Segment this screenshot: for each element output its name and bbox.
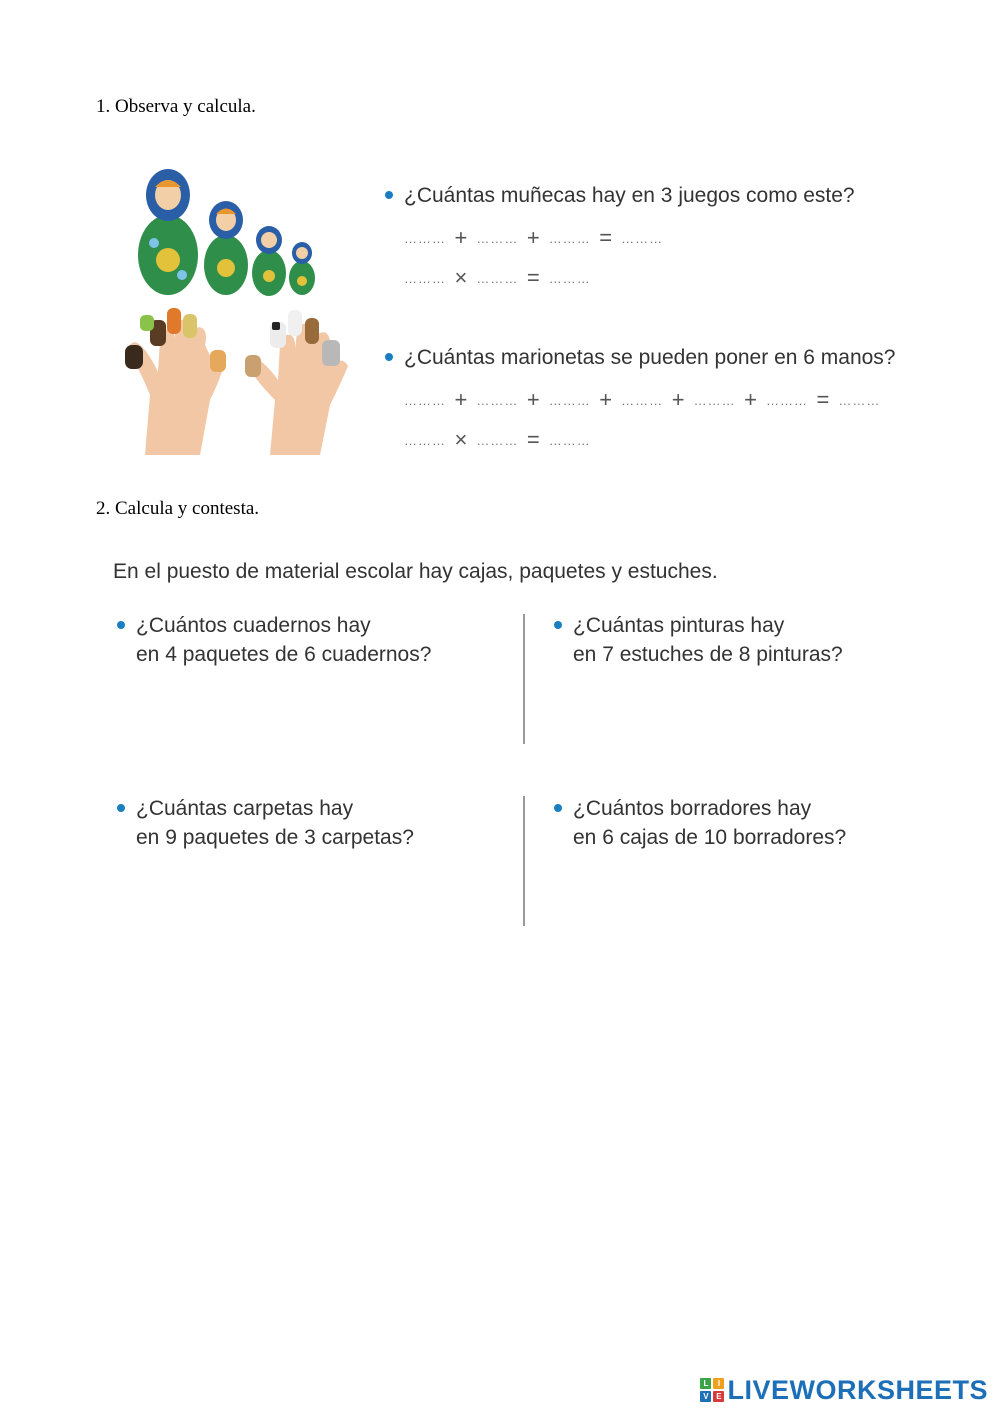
section-1-heading: 1. Observa y calcula. xyxy=(96,96,256,117)
answer-blank[interactable]: ……… xyxy=(621,231,664,246)
doll-tiny xyxy=(289,242,315,295)
bullet-icon xyxy=(554,804,562,812)
problem-line-1: ¿Cuántas carpetas hay xyxy=(136,797,354,820)
equals-sign: = xyxy=(526,427,541,452)
problem-line-1: ¿Cuántos borradores hay xyxy=(573,797,812,820)
question-dolls xyxy=(404,181,855,210)
finger-puppets-image xyxy=(120,300,365,455)
answer-blank[interactable]: ……… xyxy=(476,231,519,246)
problem-line-1: ¿Cuántos cuadernos hay xyxy=(136,614,371,637)
bullet-icon xyxy=(554,621,562,629)
section-2-intro: En el puesto de material escolar hay cajas, paquetes y estuches. xyxy=(113,560,718,583)
question-puppets-text: ¿Cuántas marionetas se pueden poner en 6 manos? xyxy=(404,346,896,369)
plus-sign: + xyxy=(671,387,686,412)
doll-large xyxy=(138,169,198,295)
answer-blank[interactable]: ……… xyxy=(548,231,591,246)
equals-sign: = xyxy=(526,265,541,290)
left-hand xyxy=(125,308,226,455)
answer-blank[interactable]: ……… xyxy=(476,433,519,448)
bullet-icon xyxy=(385,191,393,199)
plus-sign: + xyxy=(744,387,758,412)
logo-letter: V xyxy=(700,1391,711,1402)
logo-grid-icon xyxy=(700,1378,724,1402)
logo-letter: E xyxy=(713,1391,724,1402)
answer-blank[interactable]: ……… xyxy=(765,393,808,408)
bullet-icon xyxy=(117,621,125,629)
logo-letter: L xyxy=(700,1378,711,1389)
equals-sign: = xyxy=(816,387,830,412)
logo-letter: I xyxy=(713,1378,724,1389)
matryoshka-dolls-image xyxy=(130,165,325,300)
product-line-dolls xyxy=(404,265,591,291)
sum-line-puppets xyxy=(404,387,880,413)
right-hand xyxy=(245,310,348,455)
bullet-icon xyxy=(117,804,125,812)
doll-small xyxy=(252,226,286,296)
problem-cuadernos xyxy=(136,611,431,669)
answer-blank[interactable]: ……… xyxy=(404,231,446,246)
sum-line-dolls xyxy=(404,225,663,251)
liveworksheets-logo xyxy=(700,1374,988,1406)
product-line-puppets xyxy=(404,427,591,453)
answer-blank[interactable]: ……… xyxy=(838,393,881,408)
answer-blank[interactable]: ……… xyxy=(404,393,446,408)
plus-sign: + xyxy=(526,387,541,412)
answer-blank[interactable]: ……… xyxy=(693,393,736,408)
answer-blank[interactable]: ……… xyxy=(548,393,591,408)
answer-blank[interactable]: ……… xyxy=(476,393,519,408)
problem-pinturas xyxy=(573,611,843,669)
answer-blank[interactable]: ……… xyxy=(404,271,446,286)
plus-sign: + xyxy=(599,387,613,412)
question-dolls-text: ¿Cuántas muñecas hay en 3 juegos como este? xyxy=(404,184,855,207)
column-divider xyxy=(523,614,525,744)
answer-blank[interactable]: ……… xyxy=(548,271,591,286)
answer-blank[interactable]: ……… xyxy=(404,433,446,448)
section-2-heading: 2. Calcula y contesta. xyxy=(96,498,260,519)
problem-carpetas xyxy=(136,794,414,852)
answer-blank[interactable]: ……… xyxy=(548,433,591,448)
plus-sign: + xyxy=(454,387,468,412)
problem-line-2: en 7 estuches de 8 pinturas? xyxy=(573,643,843,666)
plus-sign: + xyxy=(454,225,468,250)
plus-sign: + xyxy=(526,225,541,250)
problem-line-2: en 4 paquetes de 6 cuadernos? xyxy=(136,643,432,666)
problem-line-1: ¿Cuántas pinturas hay xyxy=(573,614,785,637)
equals-sign: = xyxy=(599,225,613,250)
question-puppets xyxy=(404,343,895,372)
doll-medium xyxy=(204,201,248,295)
answer-blank[interactable]: ……… xyxy=(621,393,664,408)
times-sign: × xyxy=(454,265,468,290)
logo-text: LIVEWORKSHEETS xyxy=(727,1374,988,1405)
bullet-icon xyxy=(385,353,393,361)
column-divider xyxy=(523,796,525,926)
answer-blank[interactable]: ……… xyxy=(476,271,519,286)
problem-line-2: en 6 cajas de 10 borradores? xyxy=(573,826,847,849)
problem-borradores xyxy=(573,794,846,852)
times-sign: × xyxy=(454,427,468,452)
problem-line-2: en 9 paquetes de 3 carpetas? xyxy=(136,826,414,849)
